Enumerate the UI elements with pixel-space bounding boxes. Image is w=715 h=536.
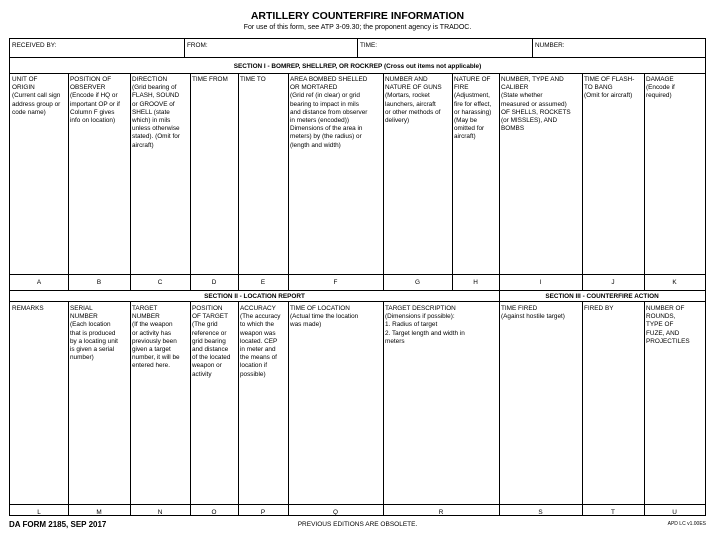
col-a-header: UNIT OF ORIGIN (Current call sign address group or code name) <box>12 76 61 116</box>
col-f-letter: F <box>333 279 338 286</box>
col-n-letter: N <box>157 509 163 516</box>
col-t-header: FIRED BY <box>584 305 614 312</box>
col-o-letter: O <box>211 509 217 516</box>
form-subtitle: For use of this form, see ATP 3-09.30; the proponent agency is TRADOC. <box>243 24 472 31</box>
col-b-letter: B <box>96 279 102 286</box>
number-field[interactable]: NUMBER: <box>535 42 565 49</box>
col-h-header: NATURE OF FIRE (Adjustment, fire for effect, or harassing) (May be omitted for aircraft) <box>454 76 492 141</box>
col-o-header: POSITION OF TARGET (The grid reference or grid bearing and distance of the located weapon or activity <box>192 305 231 378</box>
col-s-letter: S <box>538 509 543 516</box>
col-l-header: REMARKS <box>12 305 44 312</box>
col-u-header: NUMBER OF ROUNDS, TYPE OF FUZE, AND PROJECTILES <box>646 305 690 345</box>
col-s-header: TIME FIRED (Against hostile target) <box>501 305 565 321</box>
col-p-letter: P <box>260 509 266 516</box>
col-r-header: TARGET DESCRIPTION (Dimensions if possible): 1. Radius of target 2. Target length and width in meters <box>385 305 465 345</box>
version-tag: APD LC v1.00ES <box>667 521 706 527</box>
col-h-letter: H <box>473 279 478 286</box>
col-p-header: ACCURACY (The accuracy to which the weapon was located. CEP in meter and the means of location if possible) <box>240 305 281 378</box>
col-q-letter: Q <box>333 509 338 516</box>
col-q-header: TIME OF LOCATION (Actual time the location was made) <box>290 305 359 329</box>
col-m-header: SERIAL NUMBER (Each location that is produced by a locating unit is given a serial number) <box>70 305 118 362</box>
col-e-header: TIME TO <box>240 76 266 83</box>
form-id: DA FORM 2185, SEP 2017 <box>9 520 107 529</box>
received-by-field[interactable]: RECEIVED BY: <box>12 42 57 49</box>
col-f-header: AREA BOMBED SHELLED OR MORTARED (Grid ref (in clear) or grid bearing to impact in mils and distance from observer in meters (encoded)) Dimensions of the area in meters) by (the radius) or (length and width) <box>290 76 368 149</box>
col-e-letter: E <box>260 279 266 286</box>
col-i-letter: I <box>539 279 542 286</box>
col-a-letter: A <box>36 279 42 286</box>
col-c-letter: C <box>157 279 163 286</box>
from-field[interactable]: FROM: <box>187 42 208 49</box>
section2-title: SECTION II - LOCATION REPORT <box>204 293 305 300</box>
col-c-header: DIRECTION (Grid bearing of FLASH, SOUND or GROOVE of SHELL (state which) in mils unless otherwise stated). (Omit for aircraft) <box>132 76 180 149</box>
obsolete-notice: PREVIOUS EDITIONS ARE OBSOLETE. <box>297 521 418 528</box>
section1-entry-area[interactable] <box>10 159 705 274</box>
section3-title: SECTION III - COUNTERFIRE ACTION <box>545 293 659 300</box>
col-u-letter: U <box>672 509 677 516</box>
col-g-header: NUMBER AND NATURE OF GUNS (Mortars, rocket launchers, aircraft or other methods of delivery) <box>385 76 442 125</box>
col-i-header: NUMBER, TYPE AND CALIBER (State whether measured or assumed) OF SHELLS, ROCKETS (or MISSLES), AND BOMBS <box>501 76 571 133</box>
col-j-letter: J <box>611 279 615 286</box>
form-title: ARTILLERY COUNTERFIRE INFORMATION <box>250 10 465 22</box>
col-k-header: DAMAGE (Encode if required) <box>646 76 675 100</box>
col-j-header: TIME OF FLASH- TO BANG (Omit for aircraft) <box>584 76 635 100</box>
col-d-letter: D <box>211 279 217 286</box>
col-g-letter: G <box>415 279 420 286</box>
section2-3-entry-area[interactable] <box>10 387 705 504</box>
time-field[interactable]: TIME: <box>360 42 378 49</box>
col-t-letter: T <box>611 509 615 516</box>
section1-title: SECTION I - BOMREP, SHELLREP, OR ROCKREP (Cross out items not applicable) <box>233 63 482 70</box>
col-d-header: TIME FROM <box>192 76 228 83</box>
col-r-letter: R <box>438 509 444 516</box>
col-k-letter: K <box>672 279 677 286</box>
counterfire-form <box>9 38 706 516</box>
col-l-letter: L <box>37 509 41 516</box>
col-b-header: POSITION OF OBSERVER (Encode if HQ or important OP or if Column F gives info on location) <box>70 76 120 125</box>
col-m-letter: M <box>96 509 102 516</box>
col-n-header: TARGET NUMBER (If the weapon or activity has previously been given a target number, it will be entered here. <box>132 305 180 370</box>
